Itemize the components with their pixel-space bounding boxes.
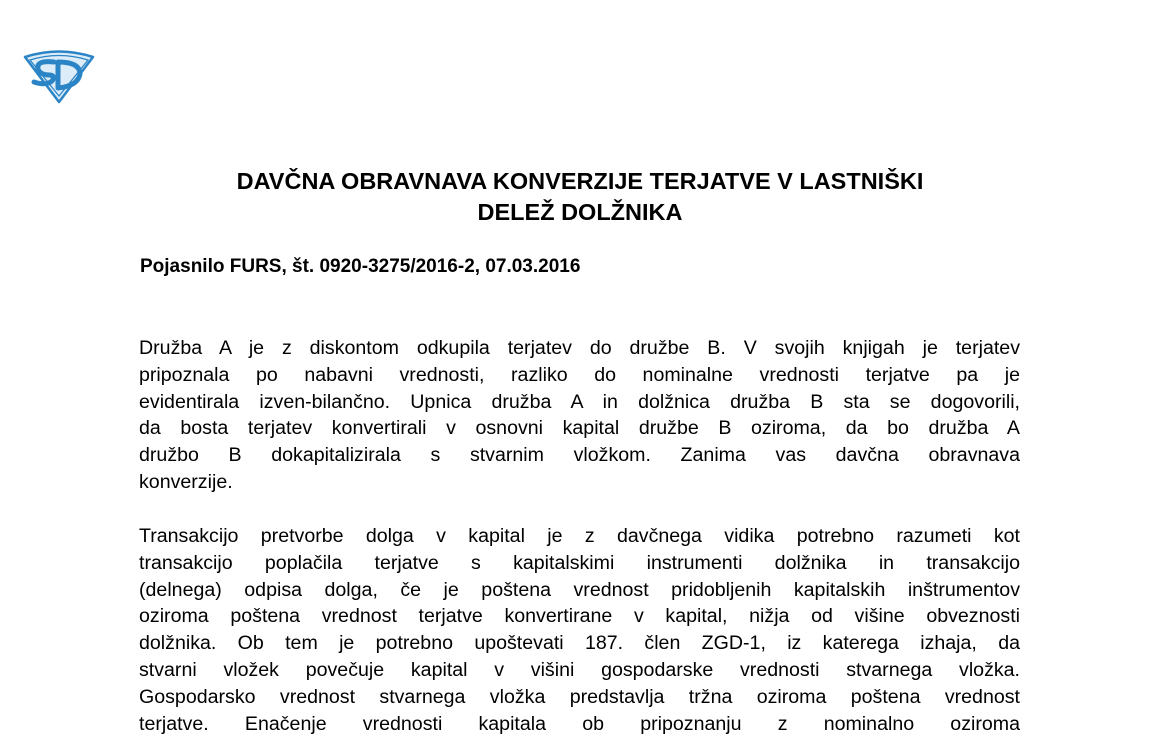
reference-line: Pojasnilo FURS, št. 0920-3275/2016-2, 07.03.2016 [140,256,581,277]
paragraph-line: (delnega) odpisa dolga, če je poštena vrednost pridobljenih kapitalskih inštrumentov [139,578,1020,601]
sd-shield-logo-icon [22,48,96,104]
paragraph-line: da bosta terjatev konvertirali v osnovni kapital družbe B oziroma, da bo družba A [139,417,1020,440]
paragraph-question [139,335,1020,496]
paragraph-line: družbo B dokapitalizirala s stvarnim vložkom. Zanima vas davčna obravnava [139,444,1020,467]
paragraph-line: Transakcijo pretvorbe dolga v kapital je z davčnega vidika potrebno razumeti kot [139,525,1020,547]
document-title [140,166,1020,228]
company-logo [22,48,96,104]
paragraph-line: stvarni vložek povečuje kapital v višini gospodarske vrednosti stvarnega vložka. [139,658,1020,681]
paragraph-line: dolžnika. Ob tem je potrebno upoštevati 187. člen ZGD-1, iz katerega izhaja, da [139,632,1020,655]
paragraph-line: Družba A je z diskontom odkupila terjatev do družbe B. V svojih knjigah je terjatev [139,337,1020,359]
paragraph-answer [139,523,1020,737]
paragraph-line: Gospodarsko vrednost stvarnega vložka predstavlja tržna oziroma poštena vrednost [139,685,1020,708]
paragraph-line: pripoznala po nabavni vrednosti, razliko do nominalne vrednosti terjatve pa je [139,363,1020,386]
title-line-1: DAVČNA OBRAVNAVA KONVERZIJE TERJATVE V LASTNIŠKI [236,168,924,194]
paragraph-line: transakcijo poplačila terjatve s kapitalskimi instrumenti dolžnika in transakcijo [139,551,1020,574]
title-line-2: DELEŽ DOLŽNIKA [477,199,683,225]
paragraph-line: terjatve. Enačenje vrednosti kapitala ob pripoznanju z nominalno oziroma [139,712,1020,735]
paragraph-line: konverzije. [139,470,233,493]
paragraph-line: oziroma poštena vrednost terjatve konvertirane v kapital, nižja od višine obveznosti [139,605,1020,628]
paragraph-line: evidentirala izven-bilančno. Upnica družba A in dolžnica družba B sta se dogovorili, [139,390,1020,413]
